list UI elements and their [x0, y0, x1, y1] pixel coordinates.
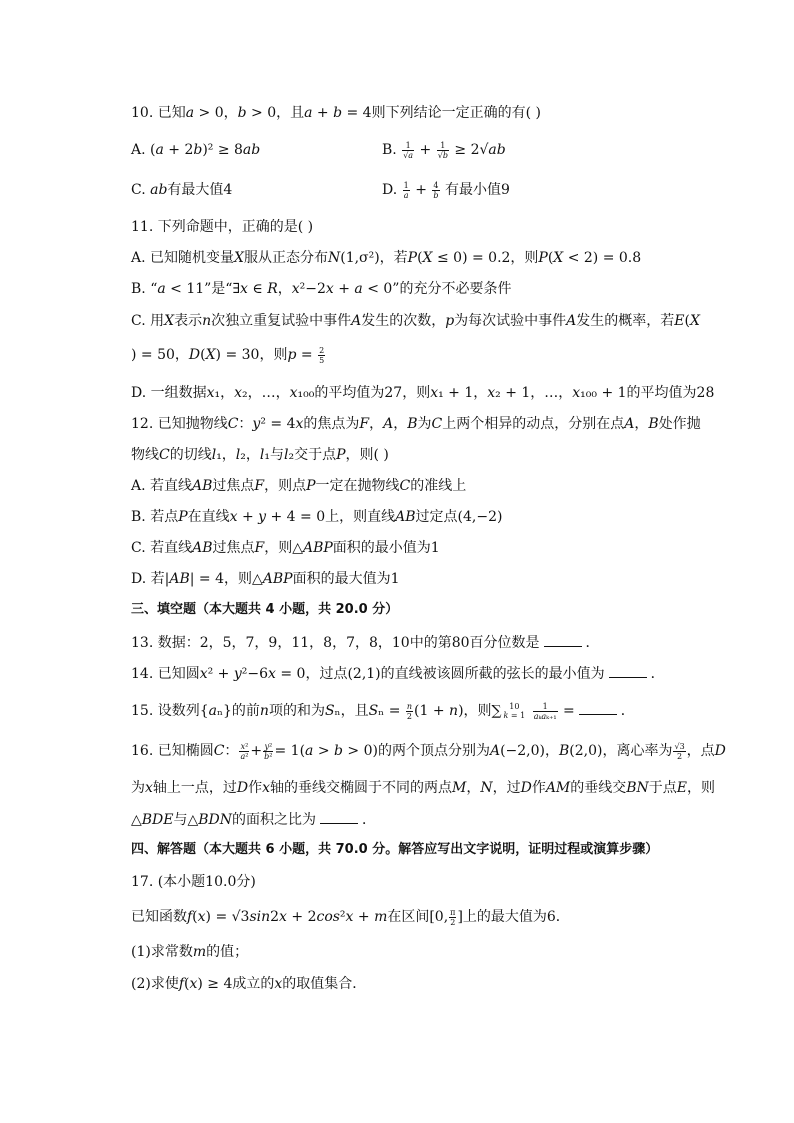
q17-part2: (2)求使𝑓(𝑥) ≥ 4成立的𝑥的取值集合．	[131, 976, 367, 992]
fraction: $\frac{4}{\text{𝑏}}$	[433, 180, 439, 200]
fraction: $\frac{1}{\text{√𝑎}}$	[403, 140, 414, 160]
q12-stem-line2: 物线𝐶的切线𝑙₁，𝑙₂，𝑙₁与𝑙₂交于点𝑃，则( )	[131, 447, 389, 463]
answer-blank	[320, 809, 358, 824]
answer-blank	[609, 663, 647, 678]
fraction: $\frac{1}{\text{𝑎}}$	[403, 180, 409, 200]
section-4-heading: 四、解答题（本大题共 6 小题，共 70.0 分。解答应写出文字说明，证明过程或演算步骤）	[131, 842, 659, 857]
fraction: $\frac{2}{5}$	[319, 345, 325, 365]
q11-option-d: D. 一组数据𝑥₁，𝑥₂，…，𝑥₁₀₀的平均值为27，则𝑥₁ + 1，𝑥₂ + 1，…，𝑥₁₀₀ + 1的平均值为28	[131, 385, 715, 401]
q16-line2: 为𝑥轴上一点，过𝐷作𝑥轴的垂线交椭圆于不同的两点𝑀，𝑁，过𝐷作𝐴𝑀的垂线交𝐵𝑁于点𝐸，则	[131, 780, 716, 796]
fraction: $\frac{1}{\text{𝑎ₖ𝑎ₖ₊₁}}$	[533, 701, 557, 721]
q16-line1: 16. 已知椭圆𝐶： $\frac{\text{𝑥²}}{\text{𝑎²}}$ + $\frac{\text{𝑦²}}{\text{𝑏²}}$ = 1(𝑎 > 𝑏 > 0)的两个顶点分别为𝐴(−2,0)，𝐵(2,0)，离心率为 $\frac{√3}{2}$ ，点𝐷	[131, 741, 726, 761]
q14: 14. 已知圆𝑥² + 𝑦²−6𝑥 = 0，过点(2,1)的直线被该圆所截的弦长的最小值为 ．	[131, 663, 665, 684]
section-3-heading: 三、填空题（本大题共 4 小题，共 20.0 分）	[131, 602, 399, 617]
answer-blank	[579, 700, 617, 715]
q11-stem: 11. 下列命题中，正确的是( )	[131, 219, 314, 235]
q13: 13. 数据：2，5，7，9，11，8，7，8，10中的第80百分位数是 ．	[131, 632, 600, 653]
q12-option-c: C. 若直线𝐴𝐵过焦点𝐹，则△𝐴𝐵𝑃面积的最小值为1	[131, 540, 440, 556]
q17-part1: (1)求常数𝑚的值；	[131, 944, 249, 960]
fraction: $\frac{\text{𝑛}}{2}$	[406, 701, 413, 721]
q11-option-c-line1: C. 用𝑋表示𝑛次独立重复试验中事件𝐴发生的次数，𝑝为每次试验中事件𝐴发生的概率，若𝐸(𝑋	[131, 313, 700, 329]
q11-option-a: A. 已知随机变量𝑋服从正态分布𝑁(1,σ²)，若𝑃(𝑋 ≤ 0) = 0.2，则𝑃(𝑋 < 2) = 0.8	[131, 250, 642, 266]
q10-option-c: C. 𝑎𝑏有最大值4	[131, 182, 233, 198]
q10-option-a: A. (𝑎 + 2𝑏)² ≥ 8𝑎𝑏	[131, 142, 261, 158]
q17-heading: 17. (本小题10.0分)	[131, 874, 256, 890]
fraction: $\frac{\text{𝑦²}}{\text{𝑏²}}$	[264, 741, 273, 761]
q10-option-b: B. $\frac{1}{\text{√𝑎}}$ + $\frac{1}{\text{√𝑏}}$ ≥ 2√𝑎𝑏	[382, 140, 506, 160]
q10-option-d: D. $\frac{1}{\text{𝑎}}$ + $\frac{4}{\text{𝑏}}$ 有最小值9	[382, 180, 510, 200]
q11-option-b: B. “𝑎 < 11”是“∃𝑥 ∈ 𝑅，𝑥²−2𝑥 + 𝑎 < 0”的充分不必要条件	[131, 281, 512, 297]
fraction: $\frac{1}{\text{√𝑏}}$	[437, 140, 448, 160]
q16-line3: △𝐵𝐷𝐸与△𝐵𝐷𝑁的面积之比为 ．	[131, 809, 376, 830]
q12-stem-line1: 12. 已知抛物线𝐶：𝑦² = 4𝑥的焦点为𝐹，𝐴，𝐵为𝐶上两个相异的动点，分别在点𝐴，𝐵处作抛	[131, 416, 701, 432]
fraction: $\frac{√3}{2}$	[674, 741, 685, 761]
q11-option-c-line2: ) = 50，𝐷(𝑋) = 30，则𝑝 = $\frac{2}{5}$	[131, 345, 325, 365]
answer-blank	[544, 632, 582, 647]
fraction: $\frac{\text{𝑥²}}{\text{𝑎²}}$	[240, 741, 249, 761]
q15: 15. 设数列{𝑎ₙ}的前𝑛项的和为𝑆ₙ，且𝑆ₙ = $\frac{\text{𝑛}}{2}$ (1 + 𝑛)，则∑ 10 𝑘 = 1 $\frac{1}{\text{𝑎ₖ𝑎ₖ₊₁}}$ = ．	[131, 701, 635, 721]
q12-option-a: A. 若直线𝐴𝐵过焦点𝐹，则点𝑃一定在抛物线𝐶的准线上	[131, 478, 467, 494]
q12-option-b: B. 若点𝑃在直线𝑥 + 𝑦 + 4 = 0上，则直线𝐴𝐵过定点(4,−2)	[131, 509, 503, 525]
fraction: $\frac{\pi}{2}$	[450, 907, 456, 927]
sum-limits: 10 𝑘 = 1	[503, 702, 526, 720]
q17-stem: 已知函数𝑓(𝑥) = √3𝑠𝑖𝑛2𝑥 + 2𝑐𝑜𝑠²𝑥 + 𝑚在区间[0, $\frac{\pi}{2}$ ]上的最大值为6．	[131, 907, 570, 927]
q10-stem: 10. 已知𝑎 > 0，𝑏 > 0，且𝑎 + 𝑏 = 4则下列结论一定正确的有( )	[131, 105, 541, 121]
q12-option-d: D. 若|𝐴𝐵| = 4，则△𝐴𝐵𝑃面积的最大值为1	[131, 571, 400, 587]
